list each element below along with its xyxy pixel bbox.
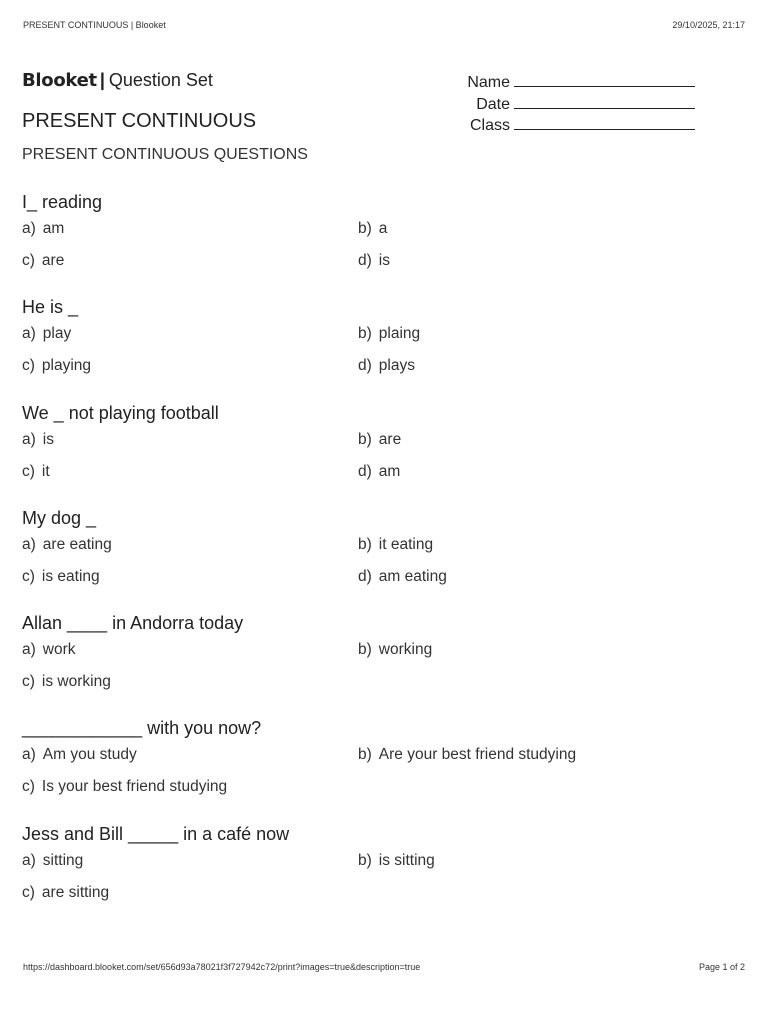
answer-option — [358, 251, 390, 271]
option-letter: d) — [358, 357, 372, 375]
print-footer — [23, 962, 745, 974]
answer-option — [22, 640, 76, 660]
answer-option — [22, 777, 227, 797]
option-text: is — [378, 252, 390, 269]
answer-option — [358, 324, 420, 344]
option-letter: d) — [358, 252, 372, 269]
question-text: My dog _ — [22, 507, 97, 528]
answer-option — [22, 535, 112, 555]
question — [22, 611, 746, 716]
page-number: Page 1 of 2 — [698, 962, 745, 972]
student-info — [440, 72, 700, 137]
class-line — [514, 115, 695, 130]
option-letter: b) — [358, 641, 372, 659]
brand-line — [22, 70, 213, 91]
option-letter: a) — [22, 851, 36, 869]
answer-option — [22, 356, 91, 376]
question-text: Jess and Bill _____ in a café now — [22, 823, 290, 844]
set-description: PRESENT CONTINUOUS QUESTIONS — [22, 146, 308, 163]
option-letter: a) — [22, 325, 36, 343]
date-label: Date — [476, 95, 510, 113]
question-text: He is _ — [22, 297, 79, 318]
question — [22, 401, 746, 506]
option-letter: a) — [22, 641, 36, 659]
option-letter: a) — [22, 430, 36, 448]
answer-option — [22, 567, 100, 587]
question-text: Allan ____ in Andorra today — [22, 613, 244, 634]
option-letter: a) — [22, 746, 36, 764]
answer-option — [22, 672, 111, 692]
question — [22, 295, 746, 400]
option-text: plays — [378, 357, 415, 375]
answer-option — [22, 219, 64, 239]
option-text: it eating — [378, 535, 434, 553]
question — [22, 716, 746, 821]
question — [22, 822, 746, 927]
name-line — [514, 72, 695, 87]
option-text: am — [378, 462, 401, 480]
blooket-logo: Blooket — [22, 70, 97, 91]
option-letter: b) — [358, 325, 372, 343]
option-text: it — [41, 462, 50, 480]
question-text: We _ not playing football — [22, 402, 219, 423]
option-text: a — [378, 220, 388, 237]
option-text: is — [42, 430, 54, 448]
option-text: am — [42, 220, 65, 237]
answer-option — [22, 430, 54, 450]
option-letter: b) — [358, 220, 372, 237]
option-letter: b) — [358, 430, 372, 448]
question-text: ____________ with you now? — [22, 718, 262, 739]
question — [22, 506, 746, 611]
option-letter: c) — [22, 462, 35, 480]
option-text: are — [378, 430, 402, 448]
answer-option — [358, 535, 433, 555]
brand-subtitle: Question Set — [108, 70, 213, 90]
answer-option — [22, 251, 64, 271]
option-letter: a) — [22, 220, 36, 237]
answer-option — [22, 462, 50, 482]
answer-option — [358, 219, 387, 239]
class-row — [440, 115, 700, 137]
option-letter: b) — [358, 746, 372, 764]
answer-option — [358, 462, 400, 482]
answer-option — [358, 745, 576, 765]
class-label: Class — [469, 117, 510, 134]
date-line — [514, 94, 695, 109]
option-text: plaing — [378, 325, 421, 343]
answer-option — [358, 851, 435, 871]
question — [22, 190, 746, 295]
option-text: playing — [41, 357, 92, 375]
print-header-datetime: 29/10/2025, 21:17 — [672, 20, 745, 30]
answer-option — [358, 430, 401, 450]
answer-option — [22, 851, 83, 871]
option-letter: c) — [22, 778, 35, 796]
option-text: Is your best friend studying — [41, 778, 228, 796]
name-label: Name — [467, 74, 510, 91]
option-letter: a) — [22, 535, 36, 553]
option-letter: b) — [358, 535, 372, 553]
question-list — [22, 190, 746, 927]
option-text: am eating — [378, 567, 447, 585]
answer-option — [22, 883, 109, 903]
option-letter: d) — [358, 462, 372, 480]
option-text: is sitting — [378, 851, 435, 869]
option-text: Am you study — [42, 746, 137, 764]
option-text: is eating — [41, 567, 100, 585]
option-letter: c) — [22, 883, 35, 901]
question-text: I_ reading — [22, 192, 103, 212]
option-letter: c) — [22, 357, 35, 375]
option-text: are — [41, 252, 65, 269]
answer-option — [22, 324, 71, 344]
answer-option — [22, 745, 137, 765]
option-letter: c) — [22, 673, 35, 691]
print-footer-url: https://dashboard.blooket.com/set/656d93a78021f3f727942c72/print?images=true&description=true — [23, 962, 421, 972]
answer-option — [358, 567, 447, 587]
option-letter: d) — [358, 567, 372, 585]
option-text: work — [42, 641, 76, 659]
option-text: play — [42, 325, 72, 343]
option-letter: c) — [22, 252, 35, 269]
option-text: are eating — [42, 535, 112, 553]
option-text: Are your best friend studying — [378, 746, 577, 764]
option-letter: b) — [358, 851, 372, 869]
option-text: are sitting — [41, 883, 110, 901]
answer-option — [358, 356, 415, 376]
date-row — [440, 94, 700, 116]
option-text: is working — [41, 673, 111, 691]
print-header — [23, 20, 745, 32]
set-title: PRESENT CONTINUOUS — [22, 110, 257, 132]
name-row — [440, 72, 700, 94]
option-text: sitting — [42, 851, 84, 869]
brand-separator: | — [99, 70, 105, 90]
print-header-title: PRESENT CONTINUOUS | Blooket — [23, 20, 166, 30]
option-text: working — [378, 641, 433, 659]
answer-option — [358, 640, 432, 660]
option-letter: c) — [22, 567, 35, 585]
